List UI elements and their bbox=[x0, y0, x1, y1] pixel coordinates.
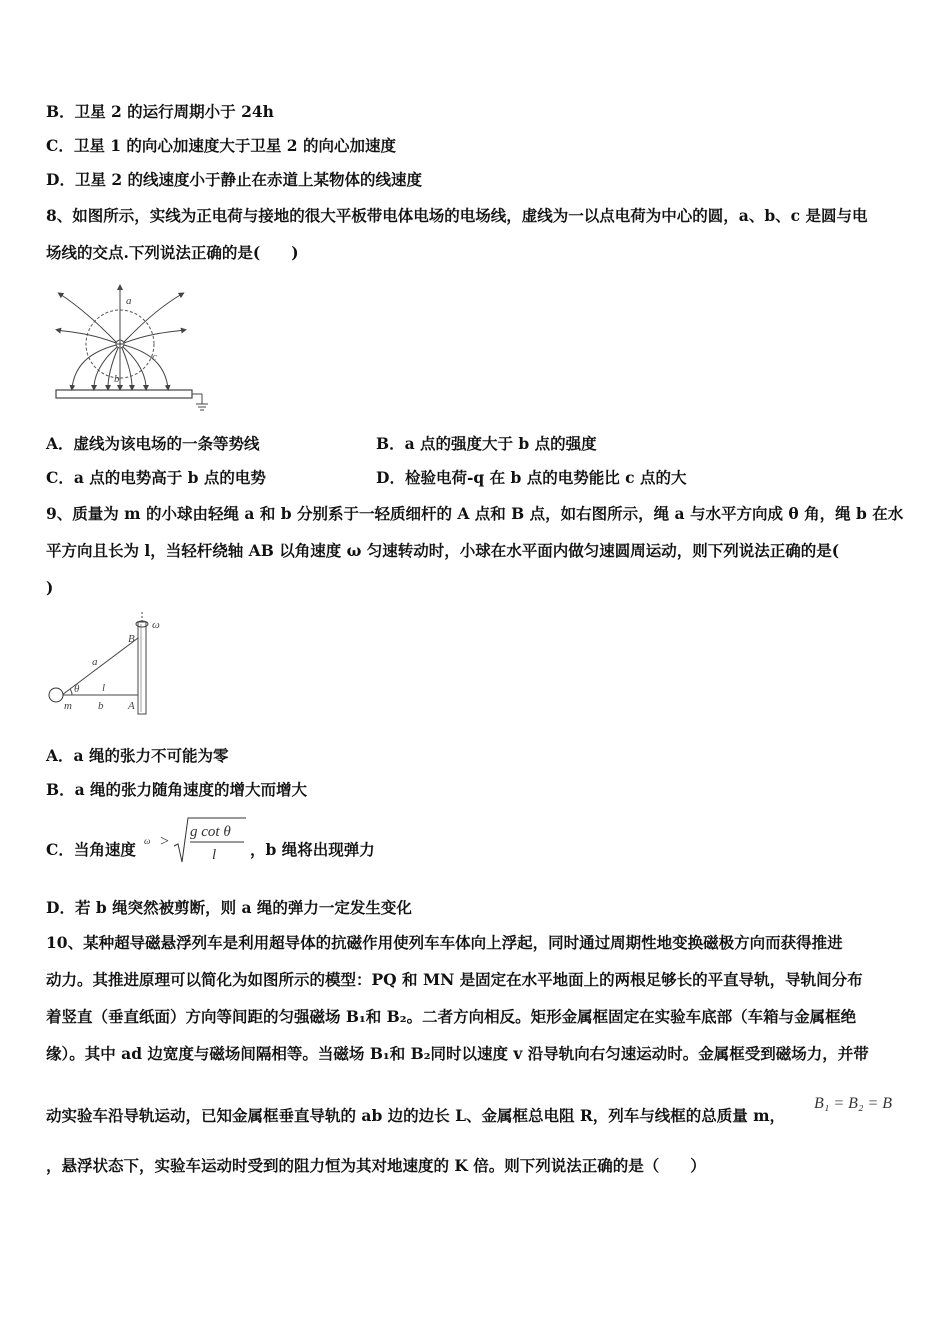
label-theta: θ bbox=[74, 683, 80, 695]
q10-formula-b-equal: B₁ = B₂ = B bbox=[814, 1095, 893, 1112]
q9-option-c-suffix: ，b 绳将出现弹力 bbox=[250, 840, 375, 859]
ball bbox=[49, 688, 63, 702]
q7-option-d: D．卫星 2 的线速度小于静止在赤道上某物体的线速度 bbox=[46, 170, 423, 189]
q8-electric-field-figure bbox=[52, 282, 212, 412]
q9-option-c-prefix: C．当角速度 bbox=[46, 840, 136, 859]
q10-line-6: ，悬浮状态下，实验车运动时受到的阻力恒为其对地速度的 K 倍。则下列说法正确的是（ ） bbox=[46, 1156, 706, 1175]
charged-plate bbox=[56, 390, 192, 398]
figure-label-c: c bbox=[152, 351, 157, 363]
label-B: B bbox=[128, 633, 135, 645]
formula-numerator: g cot θ bbox=[190, 824, 231, 840]
q10-line-4: 缘）。其中 ad 边宽度与磁场间隔相等。当磁场 B₁和 B₂同时以速度 v 沿导轨向右匀速运动时。金属框受到磁场力，并带 bbox=[46, 1044, 869, 1063]
q8-option-c: C．a 点的电势高于 b 点的电势 bbox=[46, 468, 266, 487]
q8-option-b: B．a 点的强度大于 b 点的强度 bbox=[376, 434, 597, 453]
omega-symbol: ω bbox=[144, 836, 151, 846]
q10-line-2: 动力。其推进原理可以简化为如图所示的模型：PQ 和 MN 是固定在水平地面上的两根足够长的平直导轨，导轨间分布 bbox=[46, 970, 863, 989]
q8-stem-line-1: 8、如图所示，实线为正电荷与接地的很大平板带电体电场的电场线，虚线为一以点电荷为中心的圆，a、b、c 是圆与电 bbox=[46, 206, 868, 225]
q9-stem-line-3: ) bbox=[46, 578, 54, 597]
label-A: A bbox=[128, 700, 135, 712]
rotating-rod bbox=[138, 622, 146, 714]
q9-rotating-rod-figure bbox=[46, 612, 176, 720]
field-lines bbox=[58, 287, 184, 388]
label-rope-b: b bbox=[98, 700, 104, 712]
q8-option-d: D．检验电荷-q 在 b 点的电势能比 c 点的大 bbox=[376, 468, 687, 487]
label-rope-a: a bbox=[92, 656, 98, 668]
q9-stem-line-2: 平方向且长为 l，当轻杆绕轴 AB 以角速度 ω 匀速转动时，小球在水平面内做匀速圆周运动，则下列说法正确的是( bbox=[46, 541, 840, 560]
q10-line-5: 动实验车沿导轨运动，已知金属框垂直导轨的 ab 边的边长 L、金属框总电阻 R，列车与线框的总质量 m， bbox=[46, 1106, 786, 1125]
q8-stem-line-2: 场线的交点.下列说法正确的是( ) bbox=[46, 243, 299, 262]
q7-option-b: B．卫星 2 的运行周期小于 24h bbox=[46, 102, 274, 121]
figure-label-b: b bbox=[114, 373, 120, 385]
q9-option-b: B．a 绳的张力随角速度的增大而增大 bbox=[46, 780, 308, 799]
greater-than-symbol: > bbox=[160, 833, 170, 850]
q9-option-d: D．若 b 绳突然被剪断，则 a 绳的弹力一定发生变化 bbox=[46, 898, 412, 917]
q10-line-1: 10、某种超导磁悬浮列车是利用超导体的抗磁作用使列车车体向上浮起，同时通过周期性地变换磁极方向而获得推进 bbox=[46, 933, 843, 952]
label-m: m bbox=[64, 700, 72, 712]
q9-option-c-formula bbox=[142, 814, 250, 866]
label-omega: ω bbox=[152, 619, 160, 631]
q9-option-a: A．a 绳的张力不可能为零 bbox=[46, 746, 229, 765]
q8-option-a: A．虚线为该电场的一条等势线 bbox=[46, 434, 260, 453]
formula-denominator: l bbox=[212, 847, 217, 863]
label-l: l bbox=[102, 682, 106, 694]
q9-stem-line-1: 9、质量为 m 的小球由轻绳 a 和 b 分别系于一轻质细杆的 A 点和 B 点，如右图所示，绳 a 与水平方向成 θ 角，绳 b 在水 bbox=[46, 504, 904, 523]
figure-label-a: a bbox=[126, 295, 132, 307]
q7-option-c: C．卫星 1 的向心加速度大于卫星 2 的向心加速度 bbox=[46, 136, 396, 155]
q10-line-3: 着竖直（垂直纸面）方向等间距的匀强磁场 B₁和 B₂。二者方向相反。矩形金属框固定在实验车底部（车箱与金属框绝 bbox=[46, 1007, 857, 1026]
